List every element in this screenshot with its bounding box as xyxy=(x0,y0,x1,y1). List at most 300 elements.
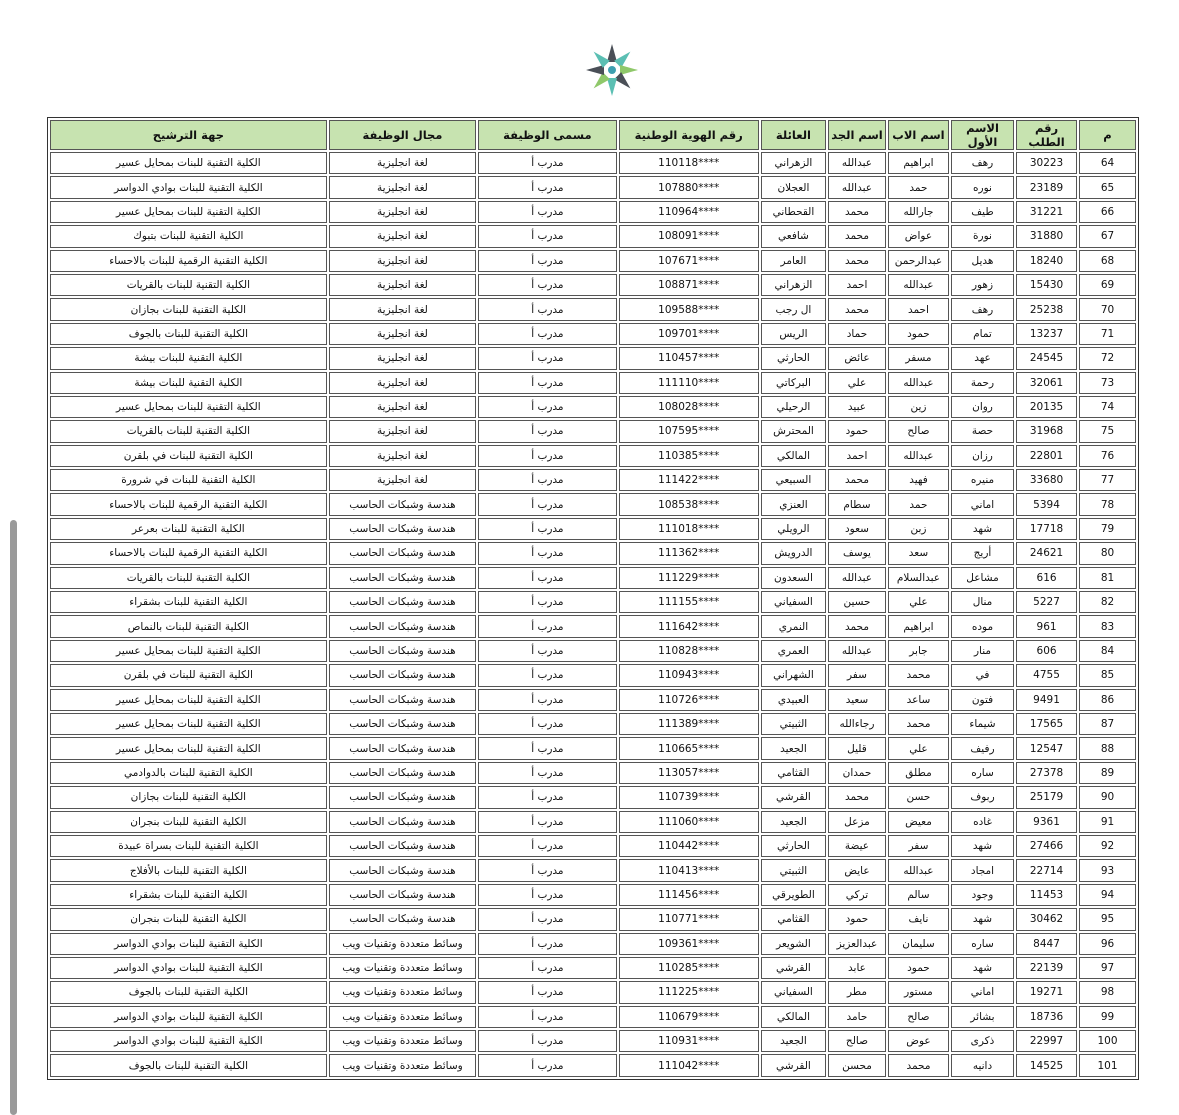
cell-col-request-number: 22714 xyxy=(1016,859,1077,881)
cell-col-index: 67 xyxy=(1079,225,1136,247)
cell-col-national-id: 110964**** xyxy=(619,201,759,223)
cell-col-family-name: الجعيد xyxy=(761,811,826,833)
cell-col-grandfather-name: قليل xyxy=(828,737,886,759)
cell-col-job-title: مدرب أ xyxy=(478,274,616,296)
cell-col-job-title: مدرب أ xyxy=(478,908,616,930)
cell-col-job-title: مدرب أ xyxy=(478,176,616,198)
cell-col-job-title: مدرب أ xyxy=(478,689,616,711)
cell-col-father-name: محمد xyxy=(888,664,949,686)
header-col-job-title: مسمى الوظيفة xyxy=(478,120,616,150)
cell-col-first-name: طيف xyxy=(951,201,1014,223)
cell-col-first-name: موده xyxy=(951,615,1014,637)
cell-col-index: 74 xyxy=(1079,396,1136,418)
cell-col-index: 66 xyxy=(1079,201,1136,223)
cell-col-job-title: مدرب أ xyxy=(478,347,616,369)
cell-col-request-number: 20135 xyxy=(1016,396,1077,418)
cell-col-national-id: 108538**** xyxy=(619,493,759,515)
cell-col-grandfather-name: محمد xyxy=(828,469,886,491)
table-row xyxy=(50,323,1136,345)
cell-col-first-name: أريج xyxy=(951,542,1014,564)
table-row xyxy=(50,274,1136,296)
cell-col-national-id: 110665**** xyxy=(619,737,759,759)
cell-col-job-title: مدرب أ xyxy=(478,835,616,857)
table-row xyxy=(50,957,1136,979)
table-row xyxy=(50,1030,1136,1052)
cell-col-family-name: السعدون xyxy=(761,567,826,589)
cell-col-father-name: حمد xyxy=(888,493,949,515)
cell-col-national-id: 109588**** xyxy=(619,298,759,320)
cell-col-job-title: مدرب أ xyxy=(478,615,616,637)
cell-col-nominating-entity: الكلية التقنية للبنات بجازان xyxy=(50,298,327,320)
cell-col-grandfather-name: محمد xyxy=(828,250,886,272)
cell-col-job-title: مدرب أ xyxy=(478,372,616,394)
cell-col-nominating-entity: الكلية التقنية للبنات بنجران xyxy=(50,811,327,833)
cell-col-family-name: القرشي xyxy=(761,1054,826,1076)
cell-col-job-field: وسائط متعددة وتقنيات ويب xyxy=(329,1006,476,1028)
cell-col-job-title: مدرب أ xyxy=(478,445,616,467)
cell-col-grandfather-name: حسين xyxy=(828,591,886,613)
cell-col-job-field: هندسة وشبكات الحاسب xyxy=(329,591,476,613)
cell-col-job-field: هندسة وشبكات الحاسب xyxy=(329,835,476,857)
header-col-request-number: رقم الطلب xyxy=(1016,120,1077,150)
cell-col-request-number: 4755 xyxy=(1016,664,1077,686)
table-row xyxy=(50,493,1136,515)
cell-col-job-field: هندسة وشبكات الحاسب xyxy=(329,713,476,735)
cell-col-nominating-entity: الكلية التقنية للبنات بوادي الدواسر xyxy=(50,176,327,198)
table-row xyxy=(50,664,1136,686)
cell-col-father-name: فهيد xyxy=(888,469,949,491)
cell-col-job-field: لغة انجليزية xyxy=(329,176,476,198)
cell-col-family-name: النمري xyxy=(761,615,826,637)
cell-col-nominating-entity: الكلية التقنية للبنات بالجوف xyxy=(50,1054,327,1076)
table-row xyxy=(50,567,1136,589)
cell-col-nominating-entity: الكلية التقنية للبنات بمحايل عسير xyxy=(50,152,327,174)
cell-col-job-title: مدرب أ xyxy=(478,493,616,515)
cell-col-index: 77 xyxy=(1079,469,1136,491)
cell-col-family-name: العبيدي xyxy=(761,689,826,711)
table-row xyxy=(50,884,1136,906)
cell-col-national-id: 111018**** xyxy=(619,518,759,540)
cell-col-index: 93 xyxy=(1079,859,1136,881)
table-row xyxy=(50,615,1136,637)
cell-col-job-title: مدرب أ xyxy=(478,737,616,759)
table-row xyxy=(50,396,1136,418)
cell-col-first-name: نوره xyxy=(951,176,1014,198)
cell-col-father-name: عبدالرحمن xyxy=(888,250,949,272)
cell-col-national-id: 108091**** xyxy=(619,225,759,247)
cell-col-national-id: 111362**** xyxy=(619,542,759,564)
table-row xyxy=(50,859,1136,881)
cell-col-nominating-entity: الكلية التقنية للبنات بشقراء xyxy=(50,591,327,613)
cell-col-nominating-entity: الكلية التقنية للبنات بعرعر xyxy=(50,518,327,540)
cell-col-grandfather-name: سفر xyxy=(828,664,886,686)
cell-col-nominating-entity: الكلية التقنية للبنات بشقراء xyxy=(50,884,327,906)
cell-col-job-title: مدرب أ xyxy=(478,201,616,223)
cell-col-grandfather-name: حامد xyxy=(828,1006,886,1028)
cell-col-request-number: 25238 xyxy=(1016,298,1077,320)
cell-col-index: 83 xyxy=(1079,615,1136,637)
cell-col-first-name: شهد xyxy=(951,908,1014,930)
cell-col-grandfather-name: علي xyxy=(828,372,886,394)
cell-col-first-name: غاده xyxy=(951,811,1014,833)
cell-col-job-title: مدرب أ xyxy=(478,981,616,1003)
cell-col-family-name: الثبيتي xyxy=(761,859,826,881)
cell-col-job-field: هندسة وشبكات الحاسب xyxy=(329,859,476,881)
cell-col-request-number: 606 xyxy=(1016,640,1077,662)
cell-col-family-name: المحترش xyxy=(761,420,826,442)
cell-col-index: 80 xyxy=(1079,542,1136,564)
cell-col-grandfather-name: عابد xyxy=(828,957,886,979)
cell-col-first-name: رزان xyxy=(951,445,1014,467)
cell-col-index: 85 xyxy=(1079,664,1136,686)
cell-col-grandfather-name: عيضة xyxy=(828,835,886,857)
cell-col-grandfather-name: حمود xyxy=(828,908,886,930)
cell-col-job-title: مدرب أ xyxy=(478,152,616,174)
cell-col-request-number: 9491 xyxy=(1016,689,1077,711)
cell-col-job-field: هندسة وشبكات الحاسب xyxy=(329,615,476,637)
cell-col-nominating-entity: الكلية التقنية للبنات بالقريات xyxy=(50,567,327,589)
table-row xyxy=(50,835,1136,857)
cell-col-job-title: مدرب أ xyxy=(478,811,616,833)
cell-col-job-field: هندسة وشبكات الحاسب xyxy=(329,762,476,784)
cell-col-job-title: مدرب أ xyxy=(478,957,616,979)
cell-col-nominating-entity: الكلية التقنية للبنات بالأفلاج xyxy=(50,859,327,881)
cell-col-grandfather-name: احمد xyxy=(828,445,886,467)
cell-col-family-name: القحطاني xyxy=(761,201,826,223)
cell-col-nominating-entity: الكلية التقنية للبنات بالجوف xyxy=(50,981,327,1003)
cell-col-job-title: مدرب أ xyxy=(478,762,616,784)
cell-col-family-name: البركاتي xyxy=(761,372,826,394)
cell-col-family-name: السفياني xyxy=(761,591,826,613)
cell-col-national-id: 113057**** xyxy=(619,762,759,784)
table-row xyxy=(50,469,1136,491)
cell-col-first-name: منيره xyxy=(951,469,1014,491)
cell-col-request-number: 18736 xyxy=(1016,1006,1077,1028)
cell-col-nominating-entity: الكلية التقنية للبنات بمحايل عسير xyxy=(50,737,327,759)
cell-col-grandfather-name: عبدالله xyxy=(828,640,886,662)
cell-col-nominating-entity: الكلية التقنية للبنات بالجوف xyxy=(50,323,327,345)
table-row xyxy=(50,786,1136,808)
table-row xyxy=(50,689,1136,711)
table-row xyxy=(50,420,1136,442)
cell-col-nominating-entity: الكلية التقنية للبنات بمحايل عسير xyxy=(50,201,327,223)
cell-col-first-name: شهد xyxy=(951,835,1014,857)
cell-col-grandfather-name: حمود xyxy=(828,420,886,442)
cell-col-family-name: القثامي xyxy=(761,762,826,784)
cell-col-father-name: صالح xyxy=(888,420,949,442)
cell-col-family-name: الجعيد xyxy=(761,737,826,759)
cell-col-nominating-entity: الكلية التقنية للبنات بمحايل عسير xyxy=(50,396,327,418)
cell-col-job-title: مدرب أ xyxy=(478,518,616,540)
table-row xyxy=(50,298,1136,320)
cell-col-national-id: 111229**** xyxy=(619,567,759,589)
cell-col-job-field: هندسة وشبكات الحاسب xyxy=(329,884,476,906)
cell-col-request-number: 17565 xyxy=(1016,713,1077,735)
cell-col-nominating-entity: الكلية التقنية للبنات بنجران xyxy=(50,908,327,930)
table-row xyxy=(50,152,1136,174)
cell-col-request-number: 25179 xyxy=(1016,786,1077,808)
cell-col-family-name: العجلان xyxy=(761,176,826,198)
cell-col-nominating-entity: الكلية التقنية للبنات بسراة عبيدة xyxy=(50,835,327,857)
cell-col-family-name: ال رجب xyxy=(761,298,826,320)
cell-col-request-number: 17718 xyxy=(1016,518,1077,540)
cell-col-request-number: 8447 xyxy=(1016,933,1077,955)
cell-col-family-name: القرشي xyxy=(761,786,826,808)
cell-col-nominating-entity: الكلية التقنية للبنات بوادي الدواسر xyxy=(50,1030,327,1052)
table-header-row xyxy=(50,120,1136,150)
cell-col-job-field: هندسة وشبكات الحاسب xyxy=(329,518,476,540)
cell-col-national-id: 110679**** xyxy=(619,1006,759,1028)
cell-col-index: 98 xyxy=(1079,981,1136,1003)
cell-col-nominating-entity: الكلية التقنية للبنات بالدوادمي xyxy=(50,762,327,784)
cell-col-index: 84 xyxy=(1079,640,1136,662)
cell-col-job-field: لغة انجليزية xyxy=(329,396,476,418)
cell-col-request-number: 9361 xyxy=(1016,811,1077,833)
cell-col-family-name: الرحيلي xyxy=(761,396,826,418)
cell-col-father-name: حسن xyxy=(888,786,949,808)
header-col-national-id: رقم الهوية الوطنية xyxy=(619,120,759,150)
cell-col-nominating-entity: الكلية التقنية الرقمية للبنات بالاحساء xyxy=(50,542,327,564)
cell-col-job-field: هندسة وشبكات الحاسب xyxy=(329,542,476,564)
cell-col-first-name: زهور xyxy=(951,274,1014,296)
cell-col-national-id: 111060**** xyxy=(619,811,759,833)
cell-col-father-name: زين xyxy=(888,396,949,418)
cell-col-job-field: وسائط متعددة وتقنيات ويب xyxy=(329,933,476,955)
cell-col-request-number: 27466 xyxy=(1016,835,1077,857)
cell-col-first-name: رهف xyxy=(951,298,1014,320)
cell-col-national-id: 110771**** xyxy=(619,908,759,930)
cell-col-father-name: عوض xyxy=(888,1030,949,1052)
cell-col-job-field: لغة انجليزية xyxy=(329,225,476,247)
cell-col-job-title: مدرب أ xyxy=(478,420,616,442)
cell-col-family-name: العمري xyxy=(761,640,826,662)
cell-col-job-title: مدرب أ xyxy=(478,713,616,735)
cell-col-job-title: مدرب أ xyxy=(478,323,616,345)
cell-col-index: 92 xyxy=(1079,835,1136,857)
cell-col-index: 79 xyxy=(1079,518,1136,540)
cell-col-index: 86 xyxy=(1079,689,1136,711)
table-row xyxy=(50,713,1136,735)
cell-col-family-name: الدرويش xyxy=(761,542,826,564)
cell-col-grandfather-name: محمد xyxy=(828,615,886,637)
cell-col-grandfather-name: عبدالله xyxy=(828,152,886,174)
cell-col-father-name: ساعد xyxy=(888,689,949,711)
cell-col-job-field: هندسة وشبكات الحاسب xyxy=(329,664,476,686)
cell-col-job-title: مدرب أ xyxy=(478,298,616,320)
cell-col-first-name: هديل xyxy=(951,250,1014,272)
cell-col-index: 97 xyxy=(1079,957,1136,979)
cell-col-job-title: مدرب أ xyxy=(478,640,616,662)
cell-col-family-name: الشويعر xyxy=(761,933,826,955)
cell-col-nominating-entity: الكلية التقنية للبنات بمحايل عسير xyxy=(50,640,327,662)
cell-col-job-field: لغة انجليزية xyxy=(329,420,476,442)
cell-col-father-name: حمود xyxy=(888,323,949,345)
cell-col-first-name: منار xyxy=(951,640,1014,662)
cell-col-grandfather-name: محمد xyxy=(828,298,886,320)
cell-col-index: 88 xyxy=(1079,737,1136,759)
cell-col-first-name: شهد xyxy=(951,518,1014,540)
cell-col-grandfather-name: تركي xyxy=(828,884,886,906)
cell-col-job-title: مدرب أ xyxy=(478,591,616,613)
cell-col-national-id: 111642**** xyxy=(619,615,759,637)
cell-col-grandfather-name: صالح xyxy=(828,1030,886,1052)
table-body xyxy=(50,152,1136,1077)
cell-col-first-name: رفيف xyxy=(951,737,1014,759)
cell-col-family-name: السفياني xyxy=(761,981,826,1003)
cell-col-first-name: حصة xyxy=(951,420,1014,442)
cell-col-index: 95 xyxy=(1079,908,1136,930)
cell-col-father-name: زبن xyxy=(888,518,949,540)
cell-col-national-id: 110457**** xyxy=(619,347,759,369)
cell-col-index: 81 xyxy=(1079,567,1136,589)
cell-col-father-name: حمد xyxy=(888,176,949,198)
cell-col-first-name: اماني xyxy=(951,981,1014,1003)
cell-col-grandfather-name: احمد xyxy=(828,274,886,296)
cell-col-grandfather-name: سطام xyxy=(828,493,886,515)
header-col-index: م xyxy=(1079,120,1136,150)
cell-col-national-id: 110726**** xyxy=(619,689,759,711)
cell-col-national-id: 107595**** xyxy=(619,420,759,442)
cell-col-job-title: مدرب أ xyxy=(478,250,616,272)
cell-col-father-name: عبدالله xyxy=(888,274,949,296)
cell-col-request-number: 23189 xyxy=(1016,176,1077,198)
table-row xyxy=(50,518,1136,540)
cell-col-national-id: 111110**** xyxy=(619,372,759,394)
cell-col-first-name: منال xyxy=(951,591,1014,613)
cell-col-national-id: 110413**** xyxy=(619,859,759,881)
cell-col-index: 71 xyxy=(1079,323,1136,345)
cell-col-national-id: 110442**** xyxy=(619,835,759,857)
cell-col-request-number: 31221 xyxy=(1016,201,1077,223)
cell-col-grandfather-name: عائض xyxy=(828,347,886,369)
cell-col-job-field: هندسة وشبكات الحاسب xyxy=(329,811,476,833)
cell-col-request-number: 22801 xyxy=(1016,445,1077,467)
table-row xyxy=(50,811,1136,833)
cell-col-index: 91 xyxy=(1079,811,1136,833)
table-row xyxy=(50,1054,1136,1076)
cell-col-request-number: 13237 xyxy=(1016,323,1077,345)
cell-col-nominating-entity: الكلية التقنية للبنات بالنماص xyxy=(50,615,327,637)
cell-col-request-number: 961 xyxy=(1016,615,1077,637)
cell-col-nominating-entity: الكلية التقنية الرقمية للبنات بالاحساء xyxy=(50,250,327,272)
cell-col-index: 64 xyxy=(1079,152,1136,174)
table-row xyxy=(50,225,1136,247)
cell-col-family-name: شافعي xyxy=(761,225,826,247)
cell-col-grandfather-name: حمدان xyxy=(828,762,886,784)
cell-col-request-number: 616 xyxy=(1016,567,1077,589)
cell-col-family-name: السبيعي xyxy=(761,469,826,491)
cell-col-index: 100 xyxy=(1079,1030,1136,1052)
cell-col-father-name: مستور xyxy=(888,981,949,1003)
cell-col-family-name: الزهراني xyxy=(761,274,826,296)
cell-col-index: 78 xyxy=(1079,493,1136,515)
cell-col-grandfather-name: محمد xyxy=(828,201,886,223)
header-col-grandfather-name: اسم الجد xyxy=(828,120,886,150)
scrollbar[interactable] xyxy=(10,520,17,1115)
cell-col-nominating-entity: الكلية التقنية للبنات بمحايل عسير xyxy=(50,689,327,711)
cell-col-nominating-entity: الكلية التقنية للبنات بمحايل عسير xyxy=(50,713,327,735)
cell-col-father-name: ابراهيم xyxy=(888,152,949,174)
cell-col-national-id: 108871**** xyxy=(619,274,759,296)
cell-col-father-name: معيض xyxy=(888,811,949,833)
cell-col-father-name: محمد xyxy=(888,713,949,735)
cell-col-national-id: 107671**** xyxy=(619,250,759,272)
cell-col-nominating-entity: الكلية التقنية الرقمية للبنات بالاحساء xyxy=(50,493,327,515)
cell-col-first-name: رهف xyxy=(951,152,1014,174)
cell-col-national-id: 111389**** xyxy=(619,713,759,735)
cell-col-request-number: 33680 xyxy=(1016,469,1077,491)
cell-col-index: 76 xyxy=(1079,445,1136,467)
cell-col-grandfather-name: محسن xyxy=(828,1054,886,1076)
cell-col-national-id: 110118**** xyxy=(619,152,759,174)
cell-col-job-title: مدرب أ xyxy=(478,542,616,564)
cell-col-first-name: مشاعل xyxy=(951,567,1014,589)
cell-col-grandfather-name: سعيد xyxy=(828,689,886,711)
cell-col-father-name: ابراهيم xyxy=(888,615,949,637)
table-row xyxy=(50,1006,1136,1028)
cell-col-request-number: 22139 xyxy=(1016,957,1077,979)
cell-col-first-name: ربوف xyxy=(951,786,1014,808)
cell-col-grandfather-name: عبدالعزيز xyxy=(828,933,886,955)
cell-col-job-title: مدرب أ xyxy=(478,933,616,955)
table-row xyxy=(50,445,1136,467)
cell-col-index: 73 xyxy=(1079,372,1136,394)
cell-col-request-number: 31880 xyxy=(1016,225,1077,247)
cell-col-index: 75 xyxy=(1079,420,1136,442)
cell-col-grandfather-name: مزعل xyxy=(828,811,886,833)
cell-col-job-title: مدرب أ xyxy=(478,859,616,881)
cell-col-index: 65 xyxy=(1079,176,1136,198)
cell-col-job-field: هندسة وشبكات الحاسب xyxy=(329,786,476,808)
cell-col-job-field: وسائط متعددة وتقنيات ويب xyxy=(329,1054,476,1076)
cell-col-nominating-entity: الكلية التقنية للبنات بالقريات xyxy=(50,274,327,296)
cell-col-grandfather-name: محمد xyxy=(828,786,886,808)
cell-col-first-name: اماني xyxy=(951,493,1014,515)
cell-col-nominating-entity: الكلية التقنية للبنات بيشة xyxy=(50,372,327,394)
cell-col-father-name: سعد xyxy=(888,542,949,564)
cell-col-job-title: مدرب أ xyxy=(478,786,616,808)
cell-col-family-name: العامر xyxy=(761,250,826,272)
cell-col-job-field: لغة انجليزية xyxy=(329,250,476,272)
table-row xyxy=(50,762,1136,784)
cell-col-index: 101 xyxy=(1079,1054,1136,1076)
cell-col-family-name: الرويلي xyxy=(761,518,826,540)
cell-col-father-name: جارالله xyxy=(888,201,949,223)
cell-col-first-name: شهد xyxy=(951,957,1014,979)
cell-col-father-name: صالح xyxy=(888,1006,949,1028)
tvtc-star-logo-icon xyxy=(583,42,641,98)
cell-col-job-field: هندسة وشبكات الحاسب xyxy=(329,567,476,589)
cell-col-first-name: ذكرى xyxy=(951,1030,1014,1052)
cell-col-national-id: 111042**** xyxy=(619,1054,759,1076)
header-col-nominating-entity: جهة الترشيح xyxy=(50,120,327,150)
cell-col-first-name: ساره xyxy=(951,762,1014,784)
cell-col-job-field: لغة انجليزية xyxy=(329,152,476,174)
cell-col-grandfather-name: سعود xyxy=(828,518,886,540)
cell-col-father-name: سالم xyxy=(888,884,949,906)
cell-col-job-field: هندسة وشبكات الحاسب xyxy=(329,640,476,662)
cell-col-father-name: محمد xyxy=(888,1054,949,1076)
cell-col-job-title: مدرب أ xyxy=(478,469,616,491)
cell-col-father-name: عواض xyxy=(888,225,949,247)
cell-col-request-number: 11453 xyxy=(1016,884,1077,906)
table-row xyxy=(50,640,1136,662)
cell-col-grandfather-name: مطر xyxy=(828,981,886,1003)
cell-col-request-number: 24621 xyxy=(1016,542,1077,564)
header-col-family-name: العائلة xyxy=(761,120,826,150)
table-row xyxy=(50,250,1136,272)
cell-col-family-name: القرشي xyxy=(761,957,826,979)
